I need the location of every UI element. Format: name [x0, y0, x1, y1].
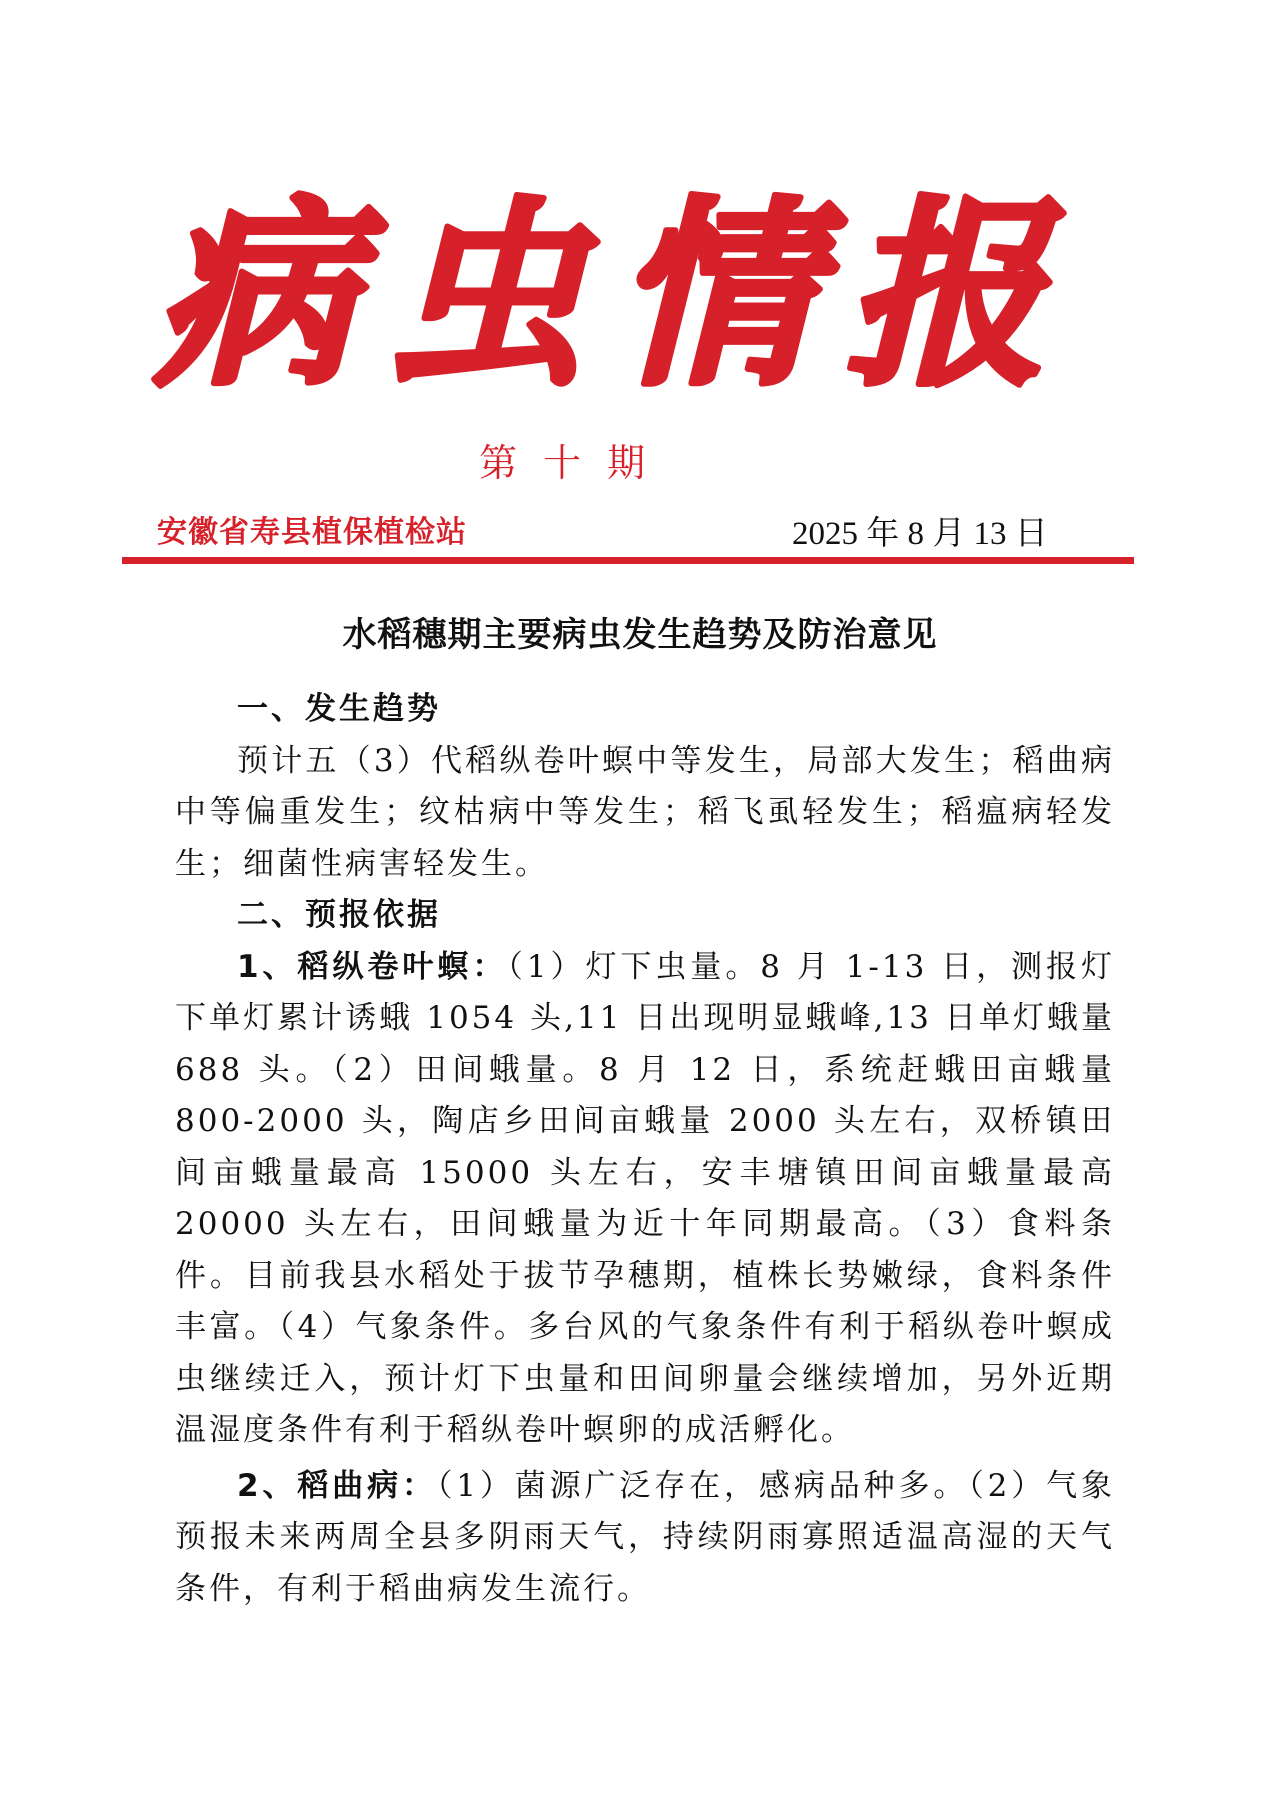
document-body: [175, 684, 1115, 1615]
document-title: 水稻穗期主要病虫发生趋势及防治意见: [342, 615, 938, 655]
basis-item-false-smut: [175, 1461, 1115, 1616]
masthead-title: [0, 150, 1280, 410]
issue-date: 2025 年 8 月 13 日: [792, 516, 1048, 552]
item-text: （1）菌源广泛存在，感病品种多。（2）气象预报未来两周全县多阴雨天气，持续阴雨寡照适温高湿的天气条件，有利于稻曲病发生流行。: [175, 1467, 1115, 1607]
item-lead: 1、稻纵卷叶螟：: [237, 948, 508, 985]
item-lead: 2、稻曲病：: [237, 1467, 437, 1504]
header-divider: [122, 557, 1134, 564]
basis-item-leafroller: [175, 942, 1115, 1457]
item-text: （1）灯下虫量。8 月 1-13 日，测报灯下单灯累计诱蛾 1054 头,11 日出现明显蛾峰,13 日单灯蛾量 688 头。（2）田间蛾量。8 月 12 日，系统赶蛾田亩蛾量 800-2000 头，陶店乡田间亩蛾量 2000 头左右，双桥镇田间亩蛾量最高 15000 头左右，安丰塘镇田间亩蛾量最高 20000 头左右，田间蛾量为近十年同期最高。（3）食料条件。目前我县水稻处于拔节孕穗期，植株长势嫩绿，食料条件丰富。（4）气象条件。多台风的气象条件有利于稻纵卷叶螟成虫继续迁入，预计灯下虫量和田间卵量会继续增加，另外近期温湿度条件有利于稻纵卷叶螟卵的成活孵化。: [175, 948, 1115, 1448]
issuing-agency: 安徽省寿县植保植检站: [157, 515, 467, 550]
section-heading-basis: 二、预报依据: [237, 897, 441, 933]
masthead-calligraphy: 病虫情报: [154, 178, 1076, 410]
section-trend-paragraph: 预计五（3）代稻纵卷叶螟中等发生，局部大发生；稻曲病中等偏重发生；纹枯病中等发生；稻飞虱轻发生；稻瘟病轻发生；细菌性病害轻发生。: [175, 742, 1115, 882]
section-heading-trend: 一、发生趋势: [237, 691, 441, 727]
issue-number: 第十期: [478, 441, 671, 485]
